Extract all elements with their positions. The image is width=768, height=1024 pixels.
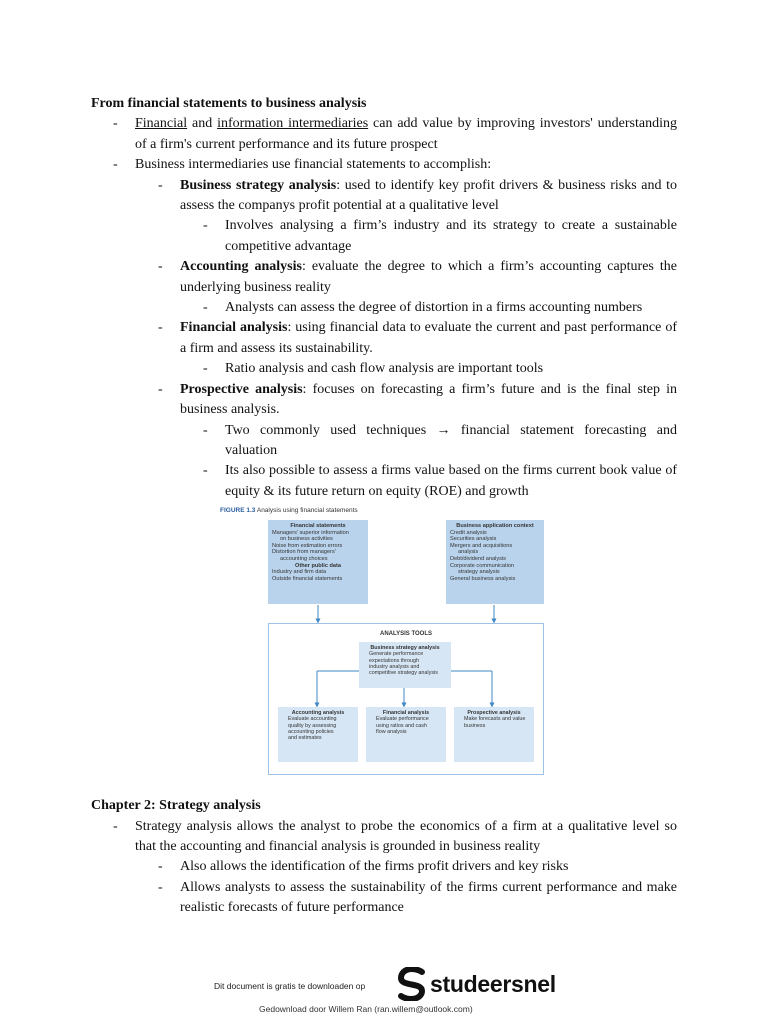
studeersnel-logo-icon — [398, 967, 426, 1001]
financial-statements-box: Financial statements Managers’ superior information on business activities Noise from estimation errors Distortion from managers’ accounting choices Other public data Industry and firm data Outside financial statements — [268, 520, 368, 604]
prospective-analysis-box: Prospective analysis Make forecasts and value business — [454, 707, 534, 762]
sub-bullet: - Prospective analysis: focuses on forecasting a firm’s future and is the final step in business analysis. — [180, 380, 677, 421]
link-financial[interactable]: Financial — [135, 116, 188, 132]
sub-sub-bullet: - Ratio analysis and cash flow analysis are important tools — [225, 359, 677, 379]
section-heading: From financial statements to business analysis — [91, 96, 367, 111]
strategy-analysis-box: Business strategy analysis Generate performance expectations through industry analysis and competitive strategy analysis — [359, 642, 451, 688]
financial-analysis-box: Financial analysis Evaluate performance using ratios and cash flow analysis — [366, 707, 446, 762]
panel-title: ANALYSIS TOOLS — [379, 631, 432, 637]
sub-bullet: - Also allows the identification of the firms profit drivers and key risks — [180, 857, 677, 877]
accounting-analysis-box: Accounting analysis Evaluate accounting quality by assessing accounting policies and estimates — [278, 707, 358, 762]
sub-sub-bullet: - Two commonly used techniques → financial statement forecasting and valuation — [225, 421, 677, 462]
sub-bullet: - Financial analysis: using financial data to evaluate the current and past performance of a firm and assess its sustainability. — [180, 318, 677, 359]
business-application-box: Business application context Credit analysis Securities analysis Mergers and acquisitions analysis Debt/dividend analysis Corporate communication strategy analysis General business analysis — [446, 520, 544, 604]
sub-bullet: - Accounting analysis: evaluate the degree to which a firm’s accounting captures the underlying business reality — [180, 257, 677, 298]
sub-sub-bullet: - Analysts can assess the degree of distortion in a firms accounting numbers — [225, 298, 677, 318]
link-information-intermediaries[interactable]: information intermediaries — [217, 116, 369, 132]
figure — [220, 507, 546, 775]
figure-title: FIGURE 1.3 Analysis using financial statements — [220, 507, 358, 514]
brand-name: studeersnel — [430, 970, 556, 997]
section-heading: Chapter 2: Strategy analysis — [91, 798, 261, 814]
sub-bullet: - Allows analysts to assess the sustainability of the firms current performance and make realistic forecasts of future performance — [180, 878, 677, 919]
bullet: - Strategy analysis allows the analyst to probe the economics of a firm at a qualitative level so that the accounting and financial analysis is grounded in business reality — [135, 817, 677, 858]
sub-sub-bullet: - Involves analysing a firm’s industry and its strategy to create a sustainable competitive advantage — [225, 216, 677, 257]
downloaded-by: Gedownload door Willem Ran (ran.willem@outlook.com) — [259, 1004, 473, 1014]
bullet: - Business intermediaries use financial statements to accomplish: — [135, 155, 677, 175]
sub-sub-bullet: - Its also possible to assess a firms value based on the firms current book value of equity & its future return on equity (ROE) and growth — [225, 461, 677, 502]
download-note: Dit document is gratis te downloaden op — [214, 981, 366, 991]
studeersnel-logo[interactable] — [398, 967, 556, 1001]
sub-bullet: - Business strategy analysis: used to identify key profit drivers & business risks and to assess the companys profit potential at a qualitative level — [180, 176, 677, 217]
bullet: - Financial and information intermediaries can add value by improving investors' understanding of a firm's current performance and its future prospect — [135, 114, 677, 155]
